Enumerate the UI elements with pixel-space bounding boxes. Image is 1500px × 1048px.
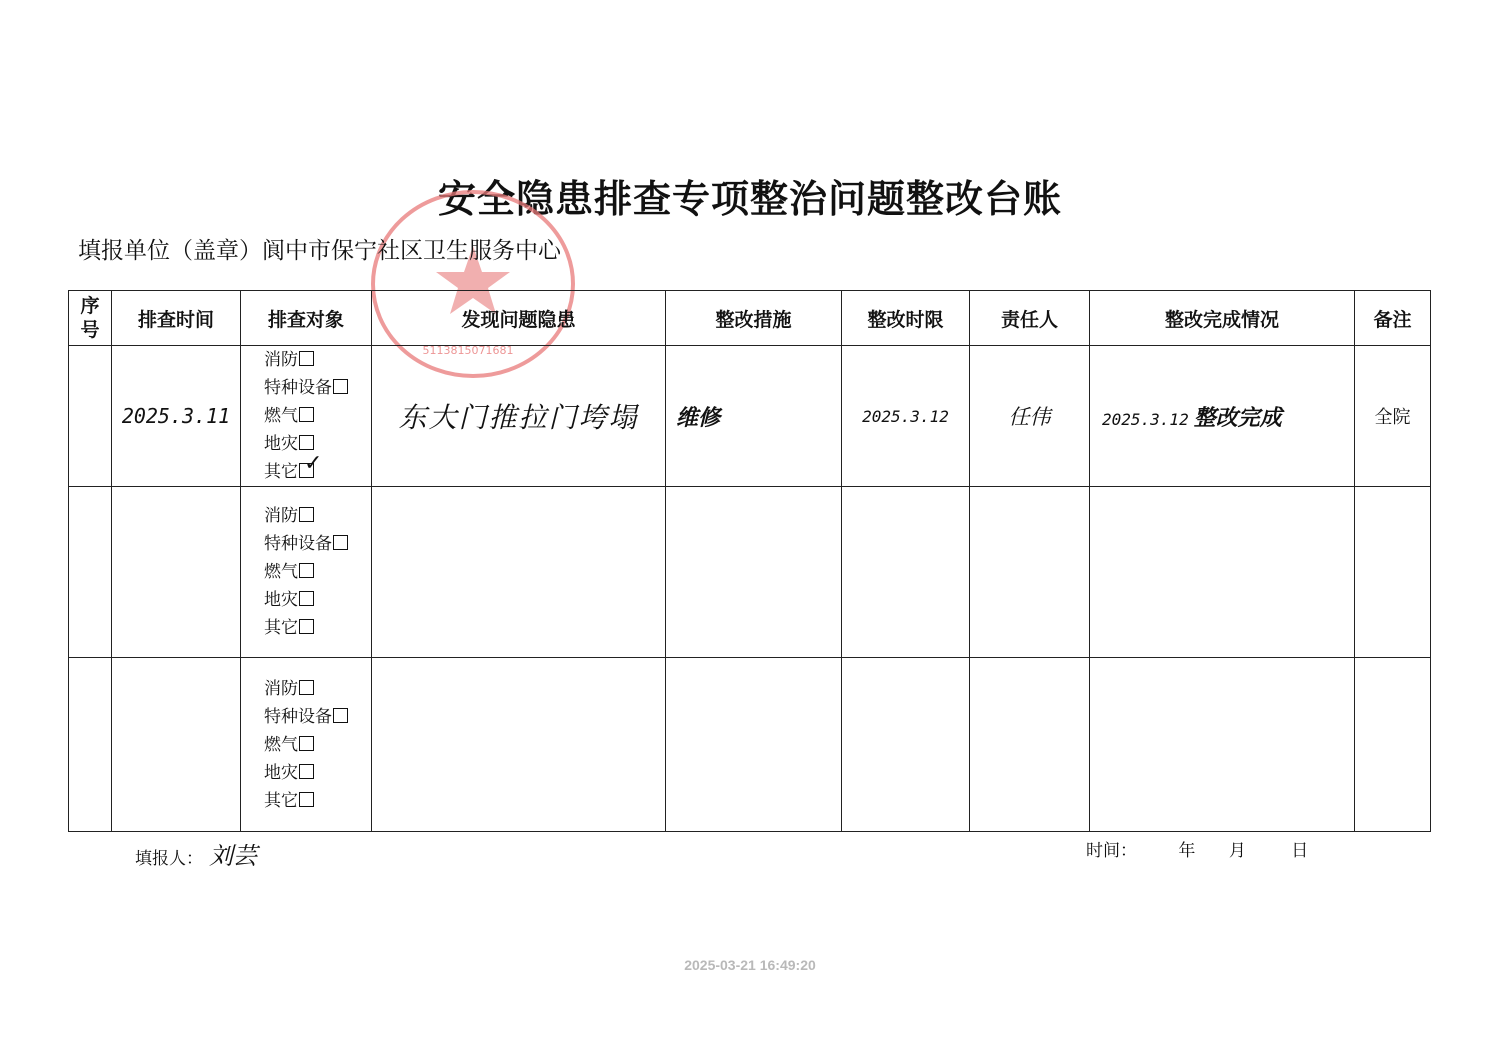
- checkbox-checked[interactable]: [299, 451, 323, 478]
- day-label: 日: [1291, 841, 1309, 861]
- cell-deadline: [842, 346, 970, 487]
- filler-section: [135, 836, 257, 871]
- category-item: 其它 ✓: [264, 451, 323, 482]
- category-item: 消防: [264, 675, 348, 703]
- reporting-unit: 填报单位（盖章）阆中市保宁社区卫生服务中心: [78, 238, 561, 264]
- category-item: 地灾: [264, 586, 348, 614]
- category-list: [264, 346, 348, 486]
- handwritten-measure: 维修: [676, 405, 721, 431]
- cell-remark: [1355, 487, 1431, 658]
- checkbox[interactable]: [299, 736, 314, 751]
- rectification-ledger-table: [68, 290, 1431, 832]
- cell-deadline: [842, 487, 970, 658]
- date-section: [1086, 836, 1308, 861]
- checkbox[interactable]: [333, 379, 348, 394]
- handwritten-status-date: 2025.3.12: [1102, 409, 1189, 429]
- cell-target: [241, 658, 372, 832]
- checkbox[interactable]: [333, 535, 348, 550]
- checkbox[interactable]: [299, 591, 314, 606]
- table-header-row: [69, 291, 1431, 346]
- remark-text: 全院: [1374, 407, 1411, 428]
- checkbox[interactable]: [299, 351, 314, 366]
- cell-issue: [372, 346, 666, 487]
- handwritten-date: 2025.3.11: [121, 404, 231, 428]
- handwritten-status-text: 整改完成: [1193, 405, 1282, 431]
- cell-status: [1090, 658, 1355, 832]
- month-label: 月: [1228, 841, 1246, 861]
- checkbox[interactable]: [299, 619, 314, 634]
- category-item: 地灾: [264, 430, 348, 458]
- table-row: [69, 487, 1431, 658]
- cell-issue: [372, 487, 666, 658]
- category-list: [264, 675, 348, 815]
- category-item: 特种设备: [264, 530, 348, 558]
- year-label: 年: [1178, 841, 1196, 861]
- header-issue: 发现问题隐患: [372, 291, 666, 346]
- checkbox[interactable]: [299, 507, 314, 522]
- checkbox[interactable]: [333, 708, 348, 723]
- checkbox[interactable]: [299, 680, 314, 695]
- checkbox[interactable]: [299, 435, 314, 450]
- time-label: 时间：: [1086, 841, 1137, 861]
- cell-date: [112, 658, 241, 832]
- cell-measure: [666, 346, 842, 487]
- checkbox[interactable]: [299, 563, 314, 578]
- cell-issue: [372, 658, 666, 832]
- checkbox[interactable]: [299, 764, 314, 779]
- scan-timestamp: 2025-03-21 16:49:20: [684, 957, 816, 973]
- check-mark-icon: ✓: [304, 451, 323, 476]
- header-measure: 整改措施: [666, 291, 842, 346]
- cell-measure: [666, 658, 842, 832]
- cell-date: [112, 346, 241, 487]
- header-date: 排查时间: [112, 291, 241, 346]
- cell-seq: [69, 487, 112, 658]
- header-deadline: 整改时限: [842, 291, 970, 346]
- checkbox[interactable]: [299, 407, 314, 422]
- table-row: [69, 658, 1431, 832]
- header-seq: 序 号: [69, 291, 112, 346]
- category-item: 燃气: [264, 558, 348, 586]
- filler-label: 填报人：: [135, 849, 203, 869]
- category-item: 消防: [264, 346, 348, 374]
- cell-status: [1090, 487, 1355, 658]
- handwritten-issue: 东大门推拉门垮塌: [398, 401, 639, 434]
- header-responsible: 责任人: [970, 291, 1090, 346]
- table-row: [69, 346, 1431, 487]
- header-target: 排查对象: [241, 291, 372, 346]
- svg-text:5113815071681: 5113815071681: [422, 344, 514, 357]
- header-remark: 备注: [1355, 291, 1431, 346]
- cell-remark: [1355, 346, 1431, 487]
- cell-measure: [666, 487, 842, 658]
- cell-target: [241, 487, 372, 658]
- handwritten-deadline: 2025.3.12: [862, 406, 949, 426]
- handwritten-responsible: 任伟: [1008, 405, 1051, 429]
- category-item: 燃气: [264, 402, 348, 430]
- cell-responsible: [970, 658, 1090, 832]
- cell-status: [1090, 346, 1355, 487]
- document-title: 安全隐患排查专项整治问题整改台账: [437, 176, 1062, 221]
- cell-target: [241, 346, 372, 487]
- category-item: 消防: [264, 502, 348, 530]
- checkbox[interactable]: [299, 792, 314, 807]
- cell-seq: [69, 658, 112, 832]
- category-item: 特种设备: [264, 703, 348, 731]
- cell-responsible: [970, 346, 1090, 487]
- category-item: 特种设备: [264, 374, 348, 402]
- category-item: 地灾: [264, 759, 348, 787]
- header-status: 整改完成情况: [1090, 291, 1355, 346]
- cell-remark: [1355, 658, 1431, 832]
- cell-responsible: [970, 487, 1090, 658]
- cell-seq: [69, 346, 112, 487]
- category-list: [264, 502, 348, 642]
- category-item: 其它: [264, 787, 348, 815]
- cell-date: [112, 487, 241, 658]
- filler-signature: 刘芸: [209, 842, 257, 870]
- category-item: 其它: [264, 614, 348, 642]
- cell-deadline: [842, 658, 970, 832]
- category-item: 燃气: [264, 731, 348, 759]
